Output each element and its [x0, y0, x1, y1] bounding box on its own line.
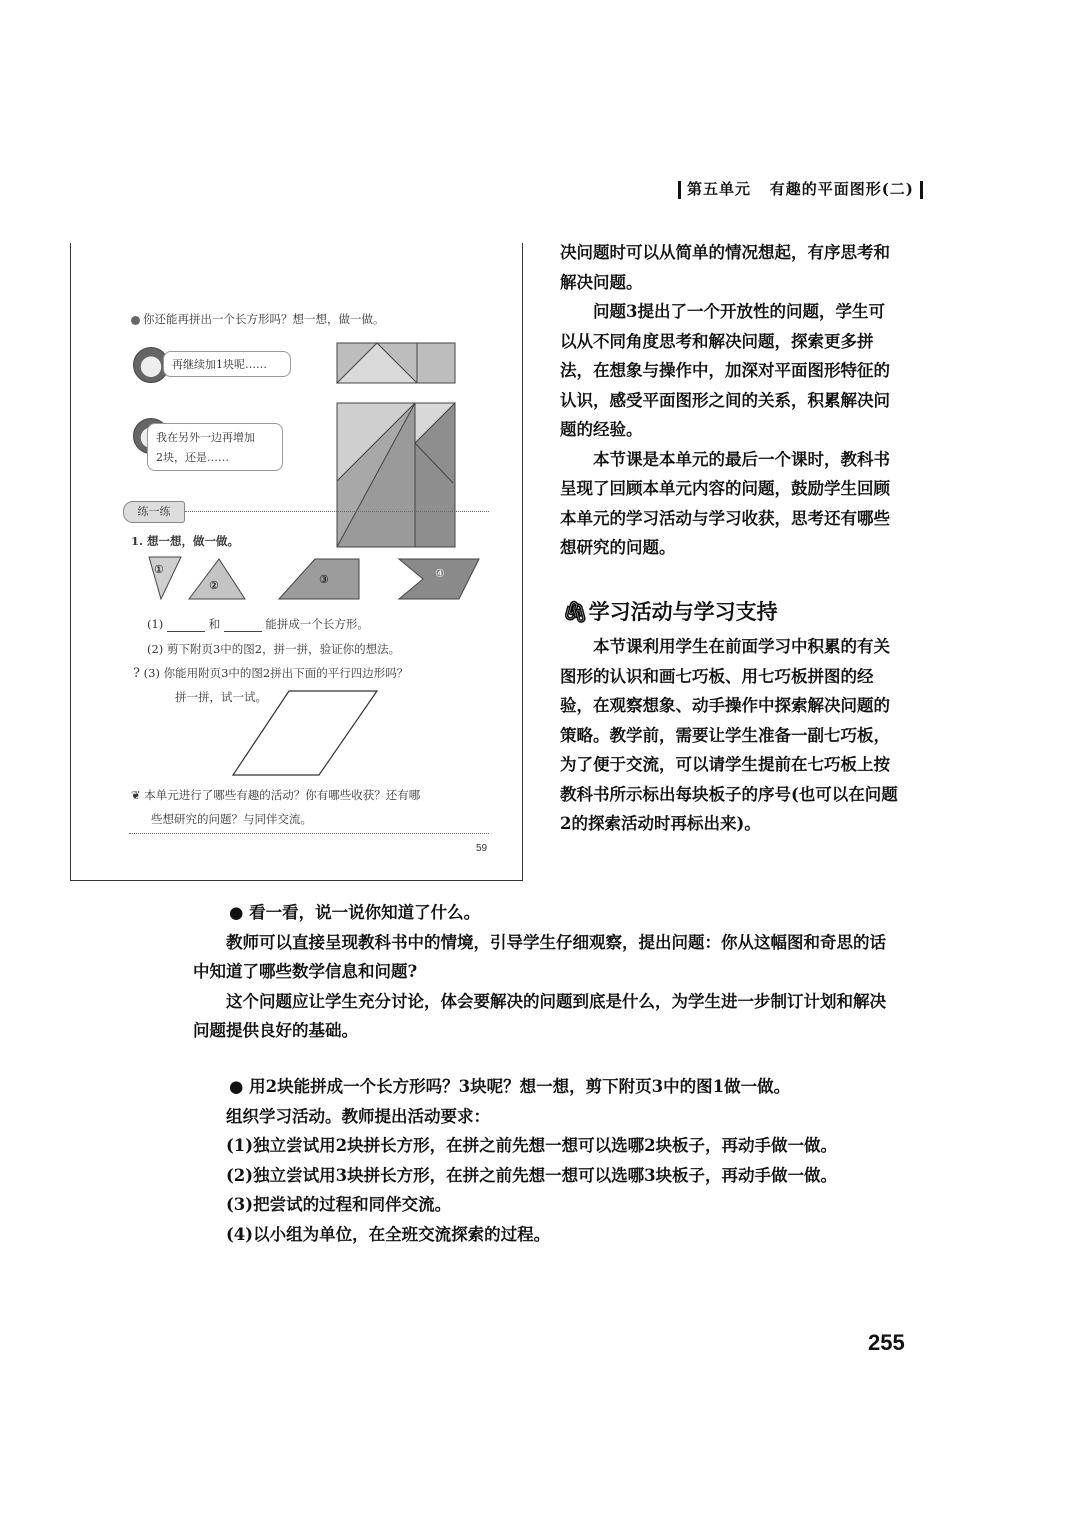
shape-label: ① — [154, 563, 164, 576]
list-item: (4)以小组为单位，在全班交流探索的过程。 — [226, 1224, 551, 1244]
practice-label: 练一练 — [123, 501, 185, 523]
speech-bubble-1: 再继续加1块呢…… — [163, 351, 291, 377]
paragraph: 决问题时可以从简单的情况想起，有序思考和解决问题。 — [560, 243, 890, 292]
paragraph: 本节课利用学生在前面学习中积累的有关图形的认识和画七巧板、用七巧板拼图的经验，在观察想象、动手操作中探索解决问题的策略。教学前，需要让学生准备一副七巧板，为了便于交流，可以请学生提前在七巧板上按教科书所示标出每块板子的序号(也可以在问题2的探索活动时再标出来)。 — [560, 637, 898, 833]
paragraph: 这个问题应让学生充分讨论，体会要解决的问题到底是什么，为学生进一步制订计划和解决问题提供良好的基础。 — [193, 991, 886, 1040]
list-item: (1)独立尝试用2块拼长方形，在拼之前先想一想可以选哪2块板子，再动手做一做。 — [226, 1136, 838, 1155]
body-section-1 — [193, 898, 901, 1046]
paragraph: 组织学习活动。教师提出活动要求： — [226, 1106, 490, 1126]
textbook-excerpt — [70, 243, 523, 881]
answer-blank[interactable] — [167, 621, 205, 632]
section-bullet-heading: ● 看一看，说一说你知道了什么。 — [229, 903, 481, 922]
right-column — [560, 238, 900, 563]
shape-label: ② — [209, 579, 219, 592]
thinking-icon: ? — [133, 666, 140, 681]
paragraph: 教师可以直接呈现教科书中的情境，引导学生仔细观察，提出问题：你从这幅图和奇思的话中知道了哪些数学信息和问题? — [193, 932, 886, 981]
question-3: ? (3) 你能用附页3中的图2拼出下面的平行四边形吗？ — [133, 666, 409, 681]
textbook-page-number: 59 — [476, 843, 488, 854]
answer-blank[interactable] — [224, 621, 262, 632]
speech-bubble-2: 我在另外一边再增加 2块，还是…… — [147, 423, 283, 471]
tangram-figures — [335, 341, 457, 551]
divider — [129, 833, 489, 834]
footprint-icon: ❦ — [131, 788, 141, 802]
paperclip-icon: 🖇 — [562, 599, 589, 624]
reflection-question: ❦ 本单元进行了哪些有趣的活动？你有哪些收获？还有哪 — [131, 788, 421, 802]
textbook-question-top: 你还能再拼出一个长方形吗？想一想，做一做。 — [131, 311, 385, 327]
list-item: (2)独立尝试用3块拼长方形，在拼之前先想一想可以选哪3块板子，再动手做一做。 — [226, 1165, 838, 1185]
unit-title: 有趣的平面图形(二) — [769, 180, 914, 198]
question-3-continued: 拼一拼，试一试。 — [175, 690, 267, 704]
shape-label: ③ — [319, 573, 329, 586]
page-number: 255 — [868, 1330, 905, 1355]
right-column-lower — [560, 632, 900, 839]
paragraph: 问题3提出了一个开放性的问题，学生可以从不同角度思考和解决问题，探索更多拼法，在想象与操作中，加深对平面图形特征的认识，感受平面图形之间的关系，积累解决问题的经验。 — [560, 302, 890, 439]
section-bullet-heading: ● 用2块能拼成一个长方形吗？3块呢？想一想，剪下附页3中的图1做一做。 — [229, 1077, 791, 1096]
body-section-2 — [193, 1072, 901, 1249]
bullet-icon — [131, 316, 140, 325]
shape-label: ④ — [435, 567, 445, 580]
tangram-rectangle-5-pieces — [337, 403, 455, 547]
reflection-question-continued: 些想研究的问题？与同伴交流。 — [151, 812, 312, 826]
exercise-title: 1. 想一想，做一做。 — [131, 534, 240, 548]
question-2: (2) 剪下附页3中的图2，拼一拼，验证你的想法。 — [147, 642, 401, 656]
question-1: (1) 和 能拼成一个长方形。 — [147, 617, 369, 631]
paragraph: 本节课是本单元的最后一个课时，教科书呈现了回顾本单元内容的问题，鼓励学生回顾本单元的学习活动与学习收获，思考还有哪些想研究的问题。 — [560, 449, 890, 557]
unit-label: 第五单元 — [687, 180, 752, 198]
tangram-pieces — [147, 555, 487, 603]
parallelogram-figure — [231, 689, 381, 779]
list-item: (3)把尝试的过程和同伴交流。 — [226, 1195, 452, 1214]
tangram-rectangle-3-pieces — [337, 343, 455, 383]
divider — [185, 511, 489, 512]
running-header — [672, 178, 929, 199]
section-heading: 🖇学习活动与学习支持 — [562, 599, 778, 624]
